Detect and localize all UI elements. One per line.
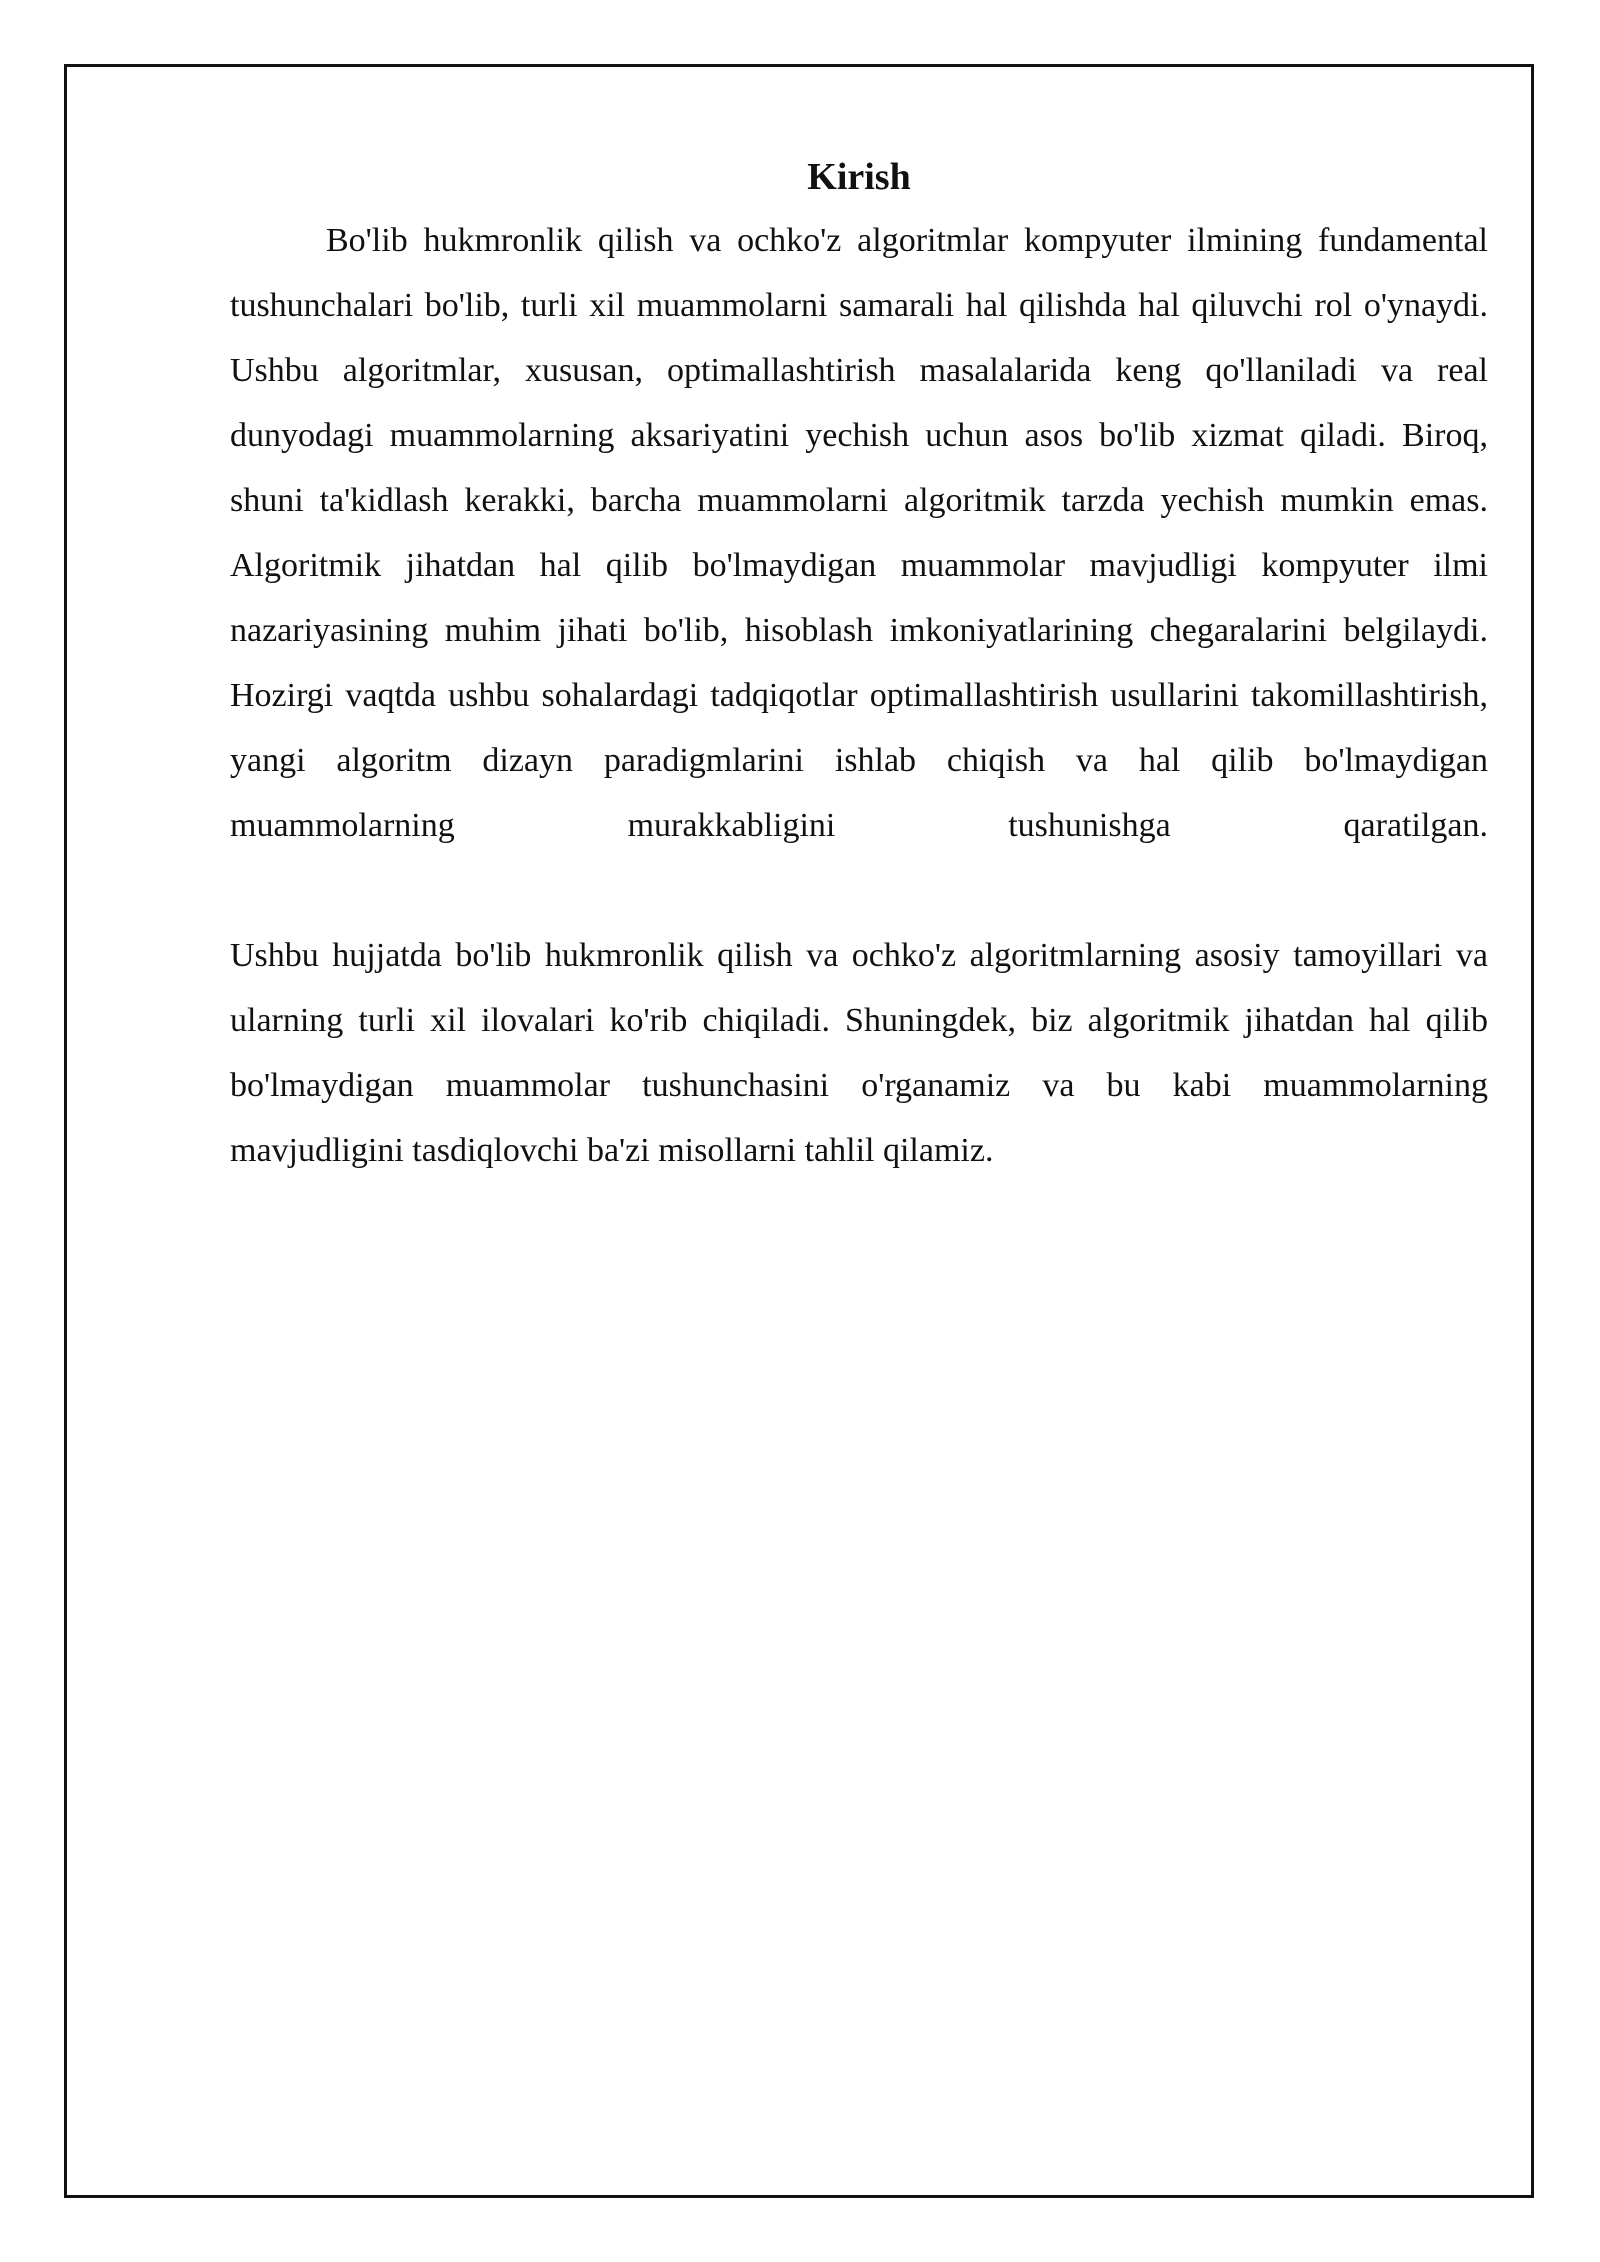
document-title: Kirish	[807, 156, 911, 198]
paragraph-scope: Ushbu hujjatda bo'lib hukmronlik qilish va ochko'z algoritmlarning asosiy tamoyillari va ularning turli xil ilovalari ko'rib chiqiladi. Shuningdek, biz algoritmik jihatdan hal qilib bo'lmaydigan muammolar tushunchasini o'rganamiz va bu kabi muammolarning mavjudligini tasdiqlovchi ba'zi misollarni tahlil qilamiz.	[230, 937, 1488, 1169]
paragraph-intro: Bo'lib hukmronlik qilish va ochko'z algoritmlar kompyuter ilmining fundamental tushunchalari bo'lib, turli xil muammolarni samarali hal qilishda hal qiluvchi rol o'ynaydi. Ushbu algoritmlar, xususan, optimallashtirish masalalarida keng qo'llaniladi va real dunyodagi muammolarning aksariyatini yechish uchun asos bo'lib xizmat qiladi. Biroq, shuni ta'kidlash kerakki, barcha muammolarni algoritmik tarzda yechish mumkin emas. Algoritmik jihatdan hal qilib bo'lmaydigan muammolar mavjudligi kompyuter ilmi nazariyasining muhim jihati bo'lib, hisoblash imkoniyatlarining chegaralarini belgilaydi. Hozirgi vaqtda ushbu sohalardagi tadqiqotlar optimallashtirish usullarini takomillashtirish, yangi algoritm dizayn paradigmlarini ishlab chiqish va hal qilib bo'lmaydigan muammolarning murakkabligini tushunishga qaratilgan.	[230, 222, 1488, 844]
document-body	[230, 150, 1488, 1183]
